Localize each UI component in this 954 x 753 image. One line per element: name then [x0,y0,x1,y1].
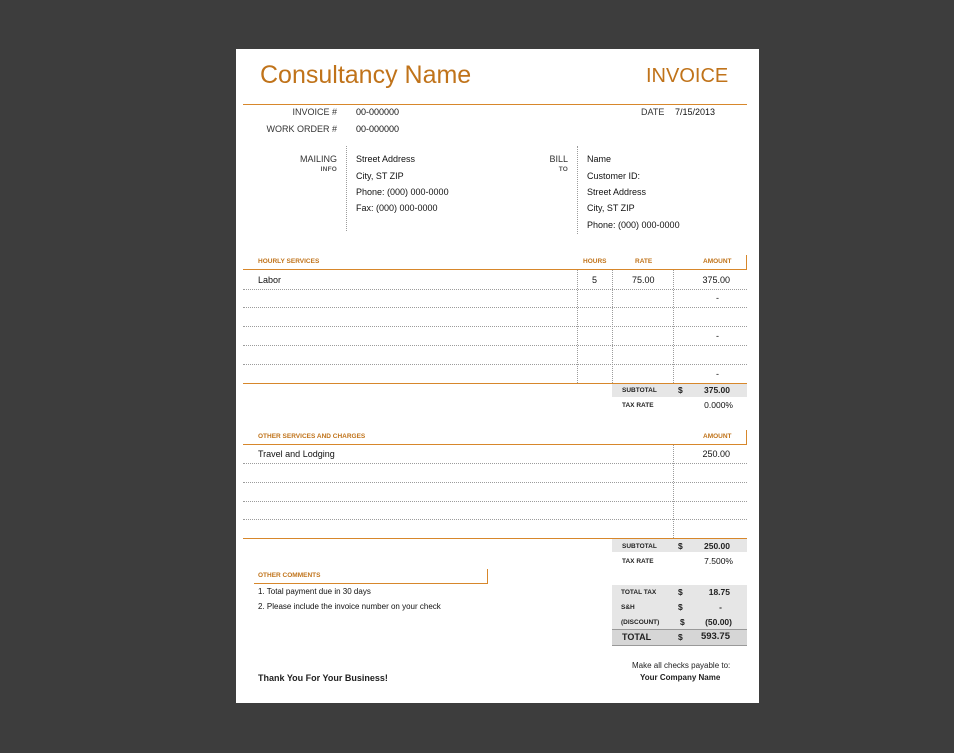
amount-column-header: AMOUNT [703,258,732,265]
sh-currency: $ [678,602,683,612]
bill-line: Phone: (000) 000-0000 [587,220,680,230]
comments-rule [254,583,488,584]
other-row-line [243,463,747,464]
hourly-row-amount: - [716,369,719,379]
header-rule [243,104,747,105]
other-subtotal-label: SUBTOTAL [622,543,657,550]
grand-total-label: TOTAL [622,632,652,642]
hourly-row-description: Labor [258,275,282,285]
bill-divider [577,146,578,234]
grand-total-currency: $ [678,632,683,642]
other-subtotal-currency: $ [678,541,683,551]
grand-total-bottom-rule [612,645,747,646]
other-amount-column-header: AMOUNT [703,433,732,440]
hourly-subtotal-currency: $ [678,385,683,395]
discount-value: (50.00) [705,617,732,627]
other-subtotal-value: 250.00 [704,541,730,551]
hourly-row-amount: - [716,331,719,341]
comments-title: OTHER COMMENTS [258,572,321,579]
bill-sublabel: TO [558,166,568,173]
comment-line: 2. Please include the invoice number on your check [258,602,441,611]
hourly-row-line [243,326,747,327]
mailing-line: Phone: (000) 000-0000 [356,187,449,197]
discount-currency: $ [680,617,685,627]
hourly-header-edge [746,255,747,270]
comments-edge [487,569,488,584]
hourly-section-title: HOURLY SERVICES [258,258,320,265]
other-section-title: OTHER SERVICES AND CHARGES [258,433,366,440]
other-taxrate-value: 7.500% [704,556,733,566]
total-tax-label: TOTAL TAX [621,589,657,596]
thank-you-message: Thank You For Your Business! [258,673,388,683]
hours-column-header: HOURS [583,258,607,265]
other-header-rule [243,444,747,445]
discount-label: (DISCOUNT) [621,619,660,626]
invoice-number-value: 00-000000 [356,107,400,117]
bill-label: BILL [549,154,568,164]
rate-column-header: RATE [635,258,653,265]
hourly-row-line [243,364,747,365]
invoice-title: INVOICE [646,65,729,87]
hourly-header-rule [243,269,747,270]
payable-to-name: Your Company Name [640,673,721,682]
other-row-amount: 250.00 [702,449,730,459]
hourly-subtotal-label: SUBTOTAL [622,387,657,394]
date-value: 7/15/2013 [675,107,716,117]
mailing-divider [346,146,347,231]
comment-line: 1. Total payment due in 30 days [258,587,371,596]
bill-line: Name [587,154,612,164]
other-taxrate-label: TAX RATE [622,558,654,565]
mailing-line: Street Address [356,154,416,164]
bill-line: Customer ID: [587,171,641,181]
total-tax-currency: $ [678,587,683,597]
mailing-line: Fax: (000) 000-0000 [356,203,438,213]
hourly-row-amount: 375.00 [702,275,730,285]
payable-to-label: Make all checks payable to: [632,661,731,670]
other-row-line [243,482,747,483]
mailing-sublabel: INFO [320,166,337,173]
other-header-edge [746,430,747,445]
total-tax-value: 18.75 [708,587,730,597]
sh-value: - [719,602,722,612]
hourly-row-line [243,307,747,308]
hourly-row-line [243,289,747,290]
invoice-number-label: INVOICE # [292,107,337,117]
work-order-value: 00-000000 [356,124,400,134]
mailing-label: MAILING [299,154,337,164]
hourly-row-hours: 5 [592,275,598,285]
hourly-row-line [243,345,747,346]
hourly-row-amount: - [716,293,719,303]
other-amount-divider [673,445,674,538]
invoice-sheet [236,49,759,703]
mailing-line: City, ST ZIP [356,171,404,181]
hourly-taxrate-value: 0.000% [704,400,733,410]
grand-total-top-rule [612,629,747,630]
other-row-line [243,519,747,520]
sh-label: S&H [621,604,635,611]
hourly-subtotal-value: 375.00 [704,385,730,395]
other-row-line [243,501,747,502]
work-order-label: WORK ORDER # [266,124,337,134]
date-label: DATE [641,107,665,117]
bill-line: Street Address [587,187,647,197]
bill-line: City, ST ZIP [587,203,635,213]
hourly-row-rate: 75.00 [632,275,655,285]
hourly-taxrate-label: TAX RATE [622,402,654,409]
grand-total-value: 593.75 [700,631,730,642]
other-row-description: Travel and Lodging [258,449,335,459]
company-name: Consultancy Name [260,61,472,89]
